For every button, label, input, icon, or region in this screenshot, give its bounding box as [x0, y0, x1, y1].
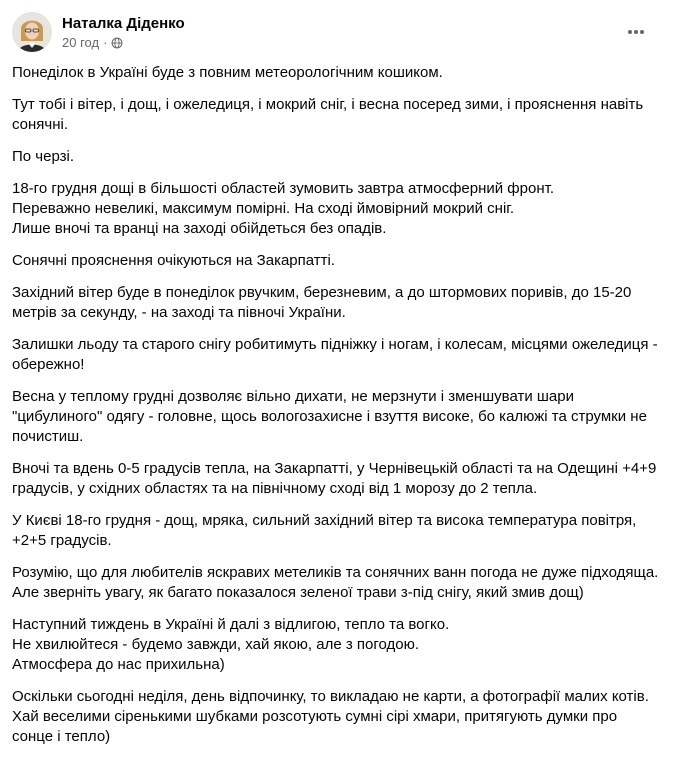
globe-icon[interactable] — [111, 37, 123, 49]
post-paragraph: У Києві 18-го грудня - дощ, мряка, сильний західний вітер та висока температура повітря, +2+5 градусів. — [12, 512, 637, 549]
post-paragraph: Оскільки сьогодні неділя, день відпочинку, то викладаю не карти, а фотографії малих котів. Хай веселими сіренькими шубками розсотують сумні сірі хмари, притягують думки про сонце і тепло) — [12, 688, 649, 745]
post-text — [12, 63, 662, 759]
post-paragraph: Наступний тиждень в Україні й далі з відлигою, тепло та вогко. Не хвилюйтеся - будемо завжди, хай якою, але з погодою. Атмосфера до нас прихильна) — [12, 616, 450, 673]
post-paragraph: Понеділок в Україні буде з повним метеорологічним кошиком. — [12, 64, 443, 81]
avatar[interactable] — [12, 12, 52, 52]
post-header — [12, 12, 662, 56]
post-paragraph: Весна у теплому грудні дозволяє вільно дихати, не мерзнути і зменшувати шари "цибулиного" одягу - головне, щось вологозахисне і взуття високе, бо калюжі та струмки не почистиш. — [12, 388, 647, 445]
more-horizontal-icon — [626, 22, 646, 42]
post-paragraph: Сонячні прояснення очікуються на Закарпатті. — [12, 252, 336, 269]
post-paragraph: Залишки льоду та старого снігу робитимуть підніжку і ногам, і колесам, місцями ожеледиця - обережно! — [12, 336, 658, 373]
avatar-photo — [12, 12, 52, 52]
post-meta — [62, 35, 123, 51]
meta-separator: · — [103, 35, 108, 50]
post-paragraph: Тут тобі і вітер, і дощ, і ожеледиця, і мокрий сніг, і весна посеред зими, і прояснення навіть сонячні. — [12, 96, 644, 133]
more-options-button[interactable] — [618, 14, 654, 50]
post-paragraph: 18-го грудня дощі в більшості областей зумовить завтра атмосферний фронт. Переважно невеликі, максимум помірні. На сході ймовірний мокрий сніг. Лише вночі та вранці на заході обійдеться без опадів. — [12, 180, 554, 237]
post-paragraph: Західний вітер буде в понеділок рвучким, березневим, а до штормових поривів, до 15-20 метрів за секунду, - на заході та півночі України. — [12, 284, 632, 321]
post-paragraph: Розумію, що для любителів яскравих метеликів та сонячних ванн погода не дуже підходяща. Але зверніть увагу, як багато показалося зеленої трави з-під снігу, який змив дощ) — [12, 564, 659, 601]
post-paragraph: По черзі. — [12, 148, 74, 165]
author-name[interactable]: Наталка Діденко — [62, 15, 185, 32]
post-paragraph: Вночі та вдень 0-5 градусів тепла, на Закарпатті, у Чернівецькій області та на Одещині +4+9 градусів, у східних областях та на північному сході від 1 морозу до 2 тепла. — [12, 460, 657, 497]
post-timestamp[interactable]: 20 год — [62, 35, 100, 50]
